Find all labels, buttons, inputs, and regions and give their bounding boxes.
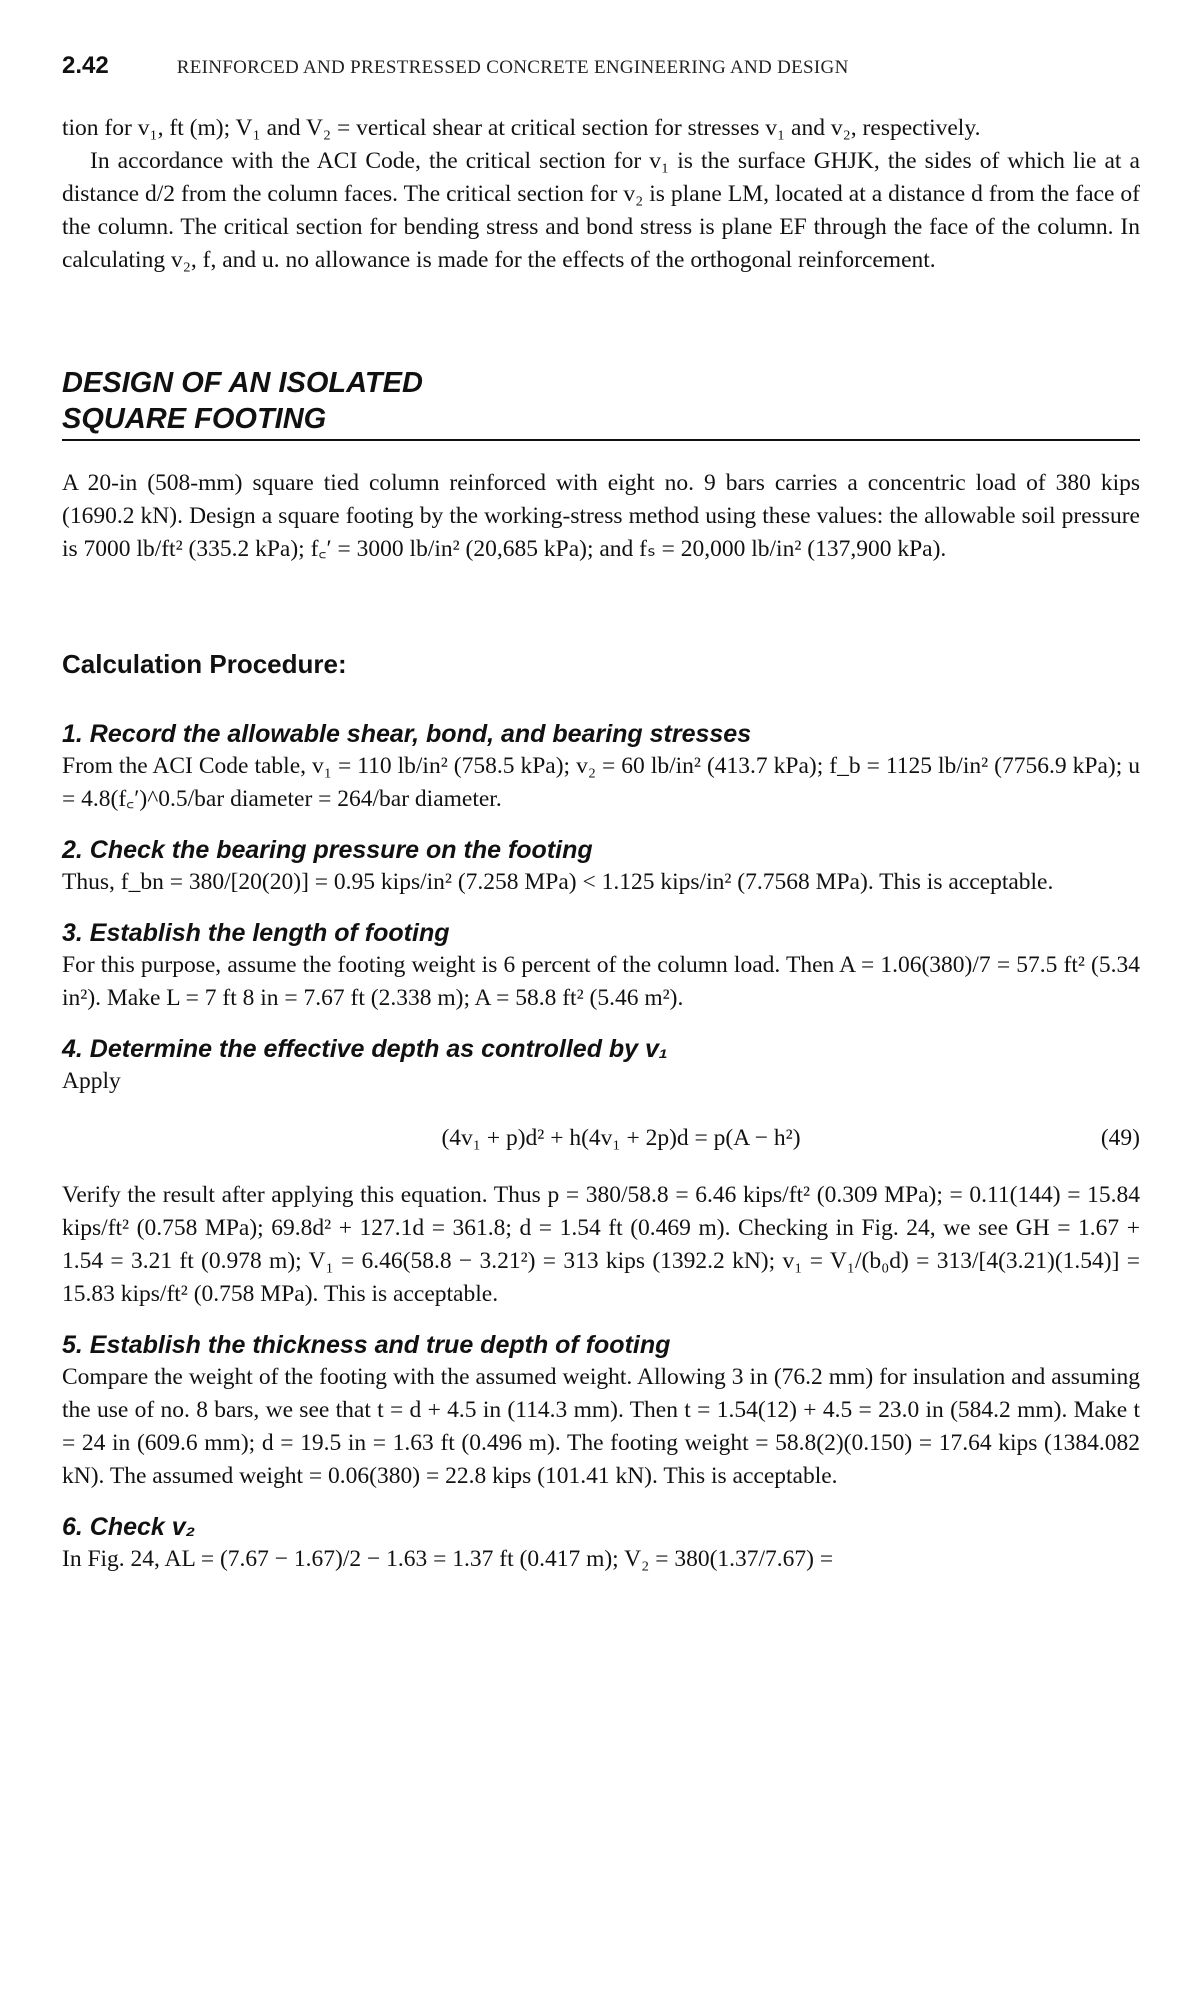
- page-header: [62, 52, 1140, 92]
- section-title: [62, 365, 1140, 441]
- step-body: From the ACI Code table, v₁ = 110 lb/in² (758.5 kPa); v₂ = 60 lb/in² (413.7 kPa); f_b = 1125 lb/in² (7756.9 kPa); u = 4.8(f꜀′)^0.5/bar diameter = 264/bar diameter.: [62, 753, 1140, 812]
- page: [62, 52, 1140, 1576]
- section-title-line-1: DESIGN OF AN ISOLATED: [62, 367, 423, 399]
- step-title: 5. Establish the thickness and true depth of footing: [62, 1331, 671, 1359]
- step-body: Thus, f_bn = 380/[20(20)] = 0.95 kips/in² (7.258 MPa) < 1.125 kips/in² (7.7568 MPa). This is acceptable.: [62, 869, 1054, 895]
- step-1: [62, 718, 1140, 816]
- step-body-continued: Verify the result after applying this equation. Thus p = 380/58.8 = 6.46 kips/ft² (0.309 MPa); = 0.11(144) = 15.84 kips/ft² (0.758 MPa); 69.8d² + 127.1d = 361.8; d = 1.54 ft (0.469 m). Checking in Fig. 24, we see GH = 1.67 + 1.54 = 3.21 ft (0.978 m); V₁ = 6.46(58.8 − 3.21²) = 313 kips (1392.2 kN); v₁ = V₁/(b₀d) = 313/[4(3.21)(1.54)] = 15.83 kips/ft² (0.758 MPa). This is acceptable.: [62, 1182, 1140, 1307]
- equation-text: (4v₁ + p)d² + h(4v₁ + 2p)d = p(A − h²): [441, 1125, 801, 1151]
- step-body: For this purpose, assume the footing weight is 6 percent of the column load. Then A = 1.06(380)/7 = 57.5 ft² (5.34 in²). Make L = 7 ft 8 in = 7.67 ft (2.338 m); A = 58.8 ft² (5.46 m²).: [62, 952, 1140, 1011]
- intro-paragraph-2: In accordance with the ACI Code, the critical section for v₁ is the surface GHJK, the sides of which lie at a distance d/2 from the column faces. The critical section for v₂ is plane LM, located at a distance d from the face of the column. The critical section for bending stress and bond stress is plane EF through the face of the column. In calculating v₂, f, and u. no allowance is made for the effects of the orthogonal reinforcement.: [62, 148, 1140, 273]
- intro-text: [62, 112, 1140, 277]
- equation-49: [62, 1122, 1140, 1155]
- step-title: 1. Record the allowable shear, bond, and bearing stresses: [62, 720, 752, 748]
- section-title-line-2: SQUARE FOOTING: [62, 403, 327, 435]
- intro-paragraph-1: tion for v₁, ft (m); V₁ and V₂ = vertical shear at critical section for stresses v₁ and v₂, respectively.: [62, 115, 981, 141]
- page-number: 2.42: [62, 52, 109, 79]
- running-head: REINFORCED AND PRESTRESSED CONCRETE ENGINEERING AND DESIGN: [176, 57, 849, 78]
- step-body: Compare the weight of the footing with the assumed weight. Allowing 3 in (76.2 mm) for insulation and assuming the use of no. 8 bars, we see that t = d + 4.5 in (114.3 mm). Then t = 1.54(12) + 4.5 = 23.0 in (584.2 mm). Make t = 24 in (609.6 mm); d = 19.5 in = 1.63 ft (0.496 m). The footing weight = 58.8(2)(0.150) = 17.64 kips (1384.082 kN). The assumed weight = 0.06(380) = 22.8 kips (101.41 kN). This is acceptable.: [62, 1364, 1140, 1489]
- step-3: [62, 917, 1140, 1015]
- step-title: 6. Check v₂: [62, 1513, 196, 1541]
- step-title: 3. Establish the length of footing: [62, 919, 450, 947]
- equation-number: (49): [1100, 1125, 1140, 1151]
- calculation-heading: Calculation Procedure:: [62, 649, 347, 679]
- problem-statement: A 20-in (508-mm) square tied column reinforced with eight no. 9 bars carries a concentric load of 380 kips (1690.2 kN). Design a square footing by the working-stress method using these values: the allowable soil pressure is 7000 lb/ft² (335.2 kPa); f꜀′ = 3000 lb/in² (20,685 kPa); and fₛ = 20,000 lb/in² (137,900 kPa).: [62, 470, 1140, 562]
- step-4: [62, 1033, 1140, 1311]
- step-title: 4. Determine the effective depth as controlled by v₁: [62, 1035, 668, 1063]
- step-5: [62, 1329, 1140, 1493]
- step-2: [62, 834, 1140, 899]
- step-title: 2. Check the bearing pressure on the footing: [62, 836, 593, 864]
- step-body: Apply: [62, 1068, 121, 1094]
- step-6: [62, 1511, 1140, 1576]
- step-body: In Fig. 24, AL = (7.67 − 1.67)/2 − 1.63 = 1.37 ft (0.417 m); V₂ = 380(1.37/7.67) =: [62, 1546, 834, 1572]
